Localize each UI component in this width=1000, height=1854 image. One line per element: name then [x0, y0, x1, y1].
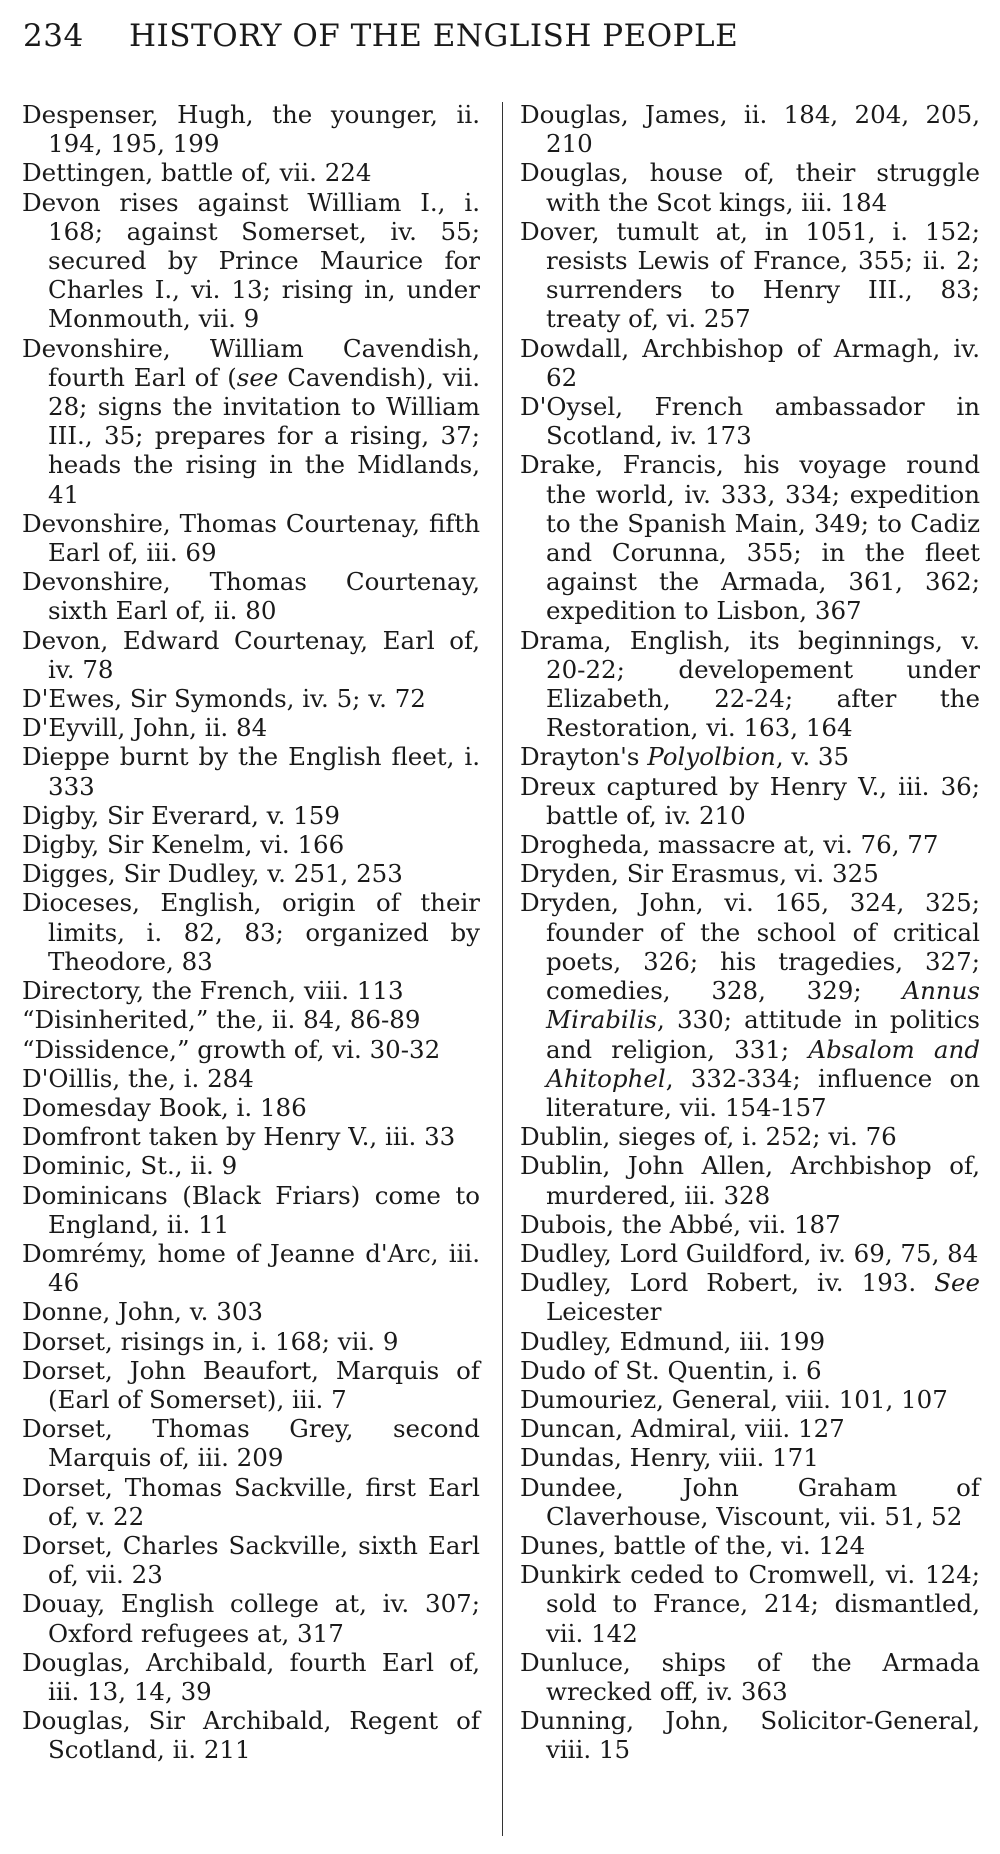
index-entry — [22, 567, 480, 625]
running-title: HISTORY OF THE ENGLISH PEOPLE — [129, 18, 739, 54]
entry-text: Dudo of St. Quentin, i. 6 — [520, 1355, 822, 1385]
index-entry — [22, 188, 480, 334]
index-entry — [22, 976, 480, 1005]
entry-text: Digges, Sir Dudley, v. 251, 253 — [22, 859, 403, 889]
entry-text: Douglas, James, ii. 184, 204, 205, 210 — [520, 100, 980, 159]
page-number: 234 — [23, 18, 84, 54]
index-entry — [22, 1356, 480, 1414]
index-entry — [520, 1122, 980, 1151]
entry-text: D'Oysel, French ambassador in Scotland, iv. 173 — [520, 392, 980, 451]
entry-text: Dominicans (Black Friars) come to England, ii. 11 — [22, 1180, 480, 1239]
entry-text: Drama, English, its beginnings, v. 20-22; developement under Elizabeth, 22-24; after the Restoration, vi. 163, 164 — [520, 625, 980, 743]
index-entry — [520, 742, 980, 771]
entry-text: Douglas, house of, their struggle with the Scot kings, iii. 184 — [520, 158, 980, 217]
index-entry — [22, 713, 480, 742]
entry-text: Dundas, Henry, viii. 171 — [520, 1443, 819, 1473]
entry-text: Dumouriez, General, viii. 101, 107 — [520, 1384, 948, 1414]
index-entry — [520, 1531, 980, 1560]
entry-text: Devonshire, Thomas Courtenay, fifth Earl of, iii. 69 — [22, 508, 480, 568]
entry-text: , v. 35 — [775, 742, 850, 772]
entry-text: Douglas, Archibald, fourth Earl of, iii. 13, 14, 39 — [22, 1647, 480, 1706]
entry-text: Dioceses, English, origin of their limits, i. 82, 83; organized by Theodore, 83 — [22, 888, 480, 976]
index-entry — [520, 1327, 980, 1356]
entry-text: Dorset, John Beaufort, Marquis of (Earl of Somerset), iii. 7 — [22, 1355, 480, 1414]
entry-text: Dunkirk ceded to Cromwell, vi. 124; sold to France, 214; dismantled, vii. 142 — [520, 1560, 980, 1648]
index-entry — [22, 1648, 480, 1706]
index-entry — [520, 1560, 980, 1648]
index-entry — [520, 450, 980, 625]
entry-text: Digby, Sir Kenelm, vi. 166 — [22, 830, 345, 860]
index-entry — [22, 334, 480, 509]
index-entry — [520, 830, 980, 859]
index-entry — [520, 1706, 980, 1764]
entry-text: Dundee, John Graham of Claverhouse, Viscount, vii. 51, 52 — [520, 1472, 980, 1531]
index-entry — [520, 158, 980, 216]
entry-text: Dunluce, ships of the Armada wrecked off, iv. 363 — [520, 1647, 980, 1706]
entry-text: Dryden, Sir Erasmus, vi. 325 — [520, 859, 879, 889]
entry-text: Dudley, Lord Guildford, iv. 69, 75, 84 — [520, 1238, 979, 1268]
index-entry — [22, 1589, 480, 1647]
entry-italic-text: Absalom and Ahitophel — [546, 1034, 981, 1093]
index-entry — [22, 1414, 480, 1472]
index-entry — [520, 1443, 980, 1472]
entry-text: Dublin, sieges of, i. 252; vi. 76 — [520, 1122, 897, 1152]
page-header — [23, 18, 963, 68]
index-column-left — [22, 100, 480, 1840]
entry-text: Duncan, Admiral, viii. 127 — [520, 1414, 845, 1444]
entry-text: Dominic, St., ii. 9 — [22, 1151, 238, 1181]
index-entry — [22, 888, 480, 976]
entry-text: “Disinherited,” the, ii. 84, 86-89 — [22, 1005, 421, 1035]
entry-text: D'Oillis, the, i. 284 — [22, 1063, 254, 1093]
entry-text: Dorset, risings in, i. 168; vii. 9 — [22, 1326, 399, 1356]
index-entry — [520, 1414, 980, 1443]
entry-text: D'Eyvill, John, ii. 84 — [22, 713, 268, 743]
entry-text: Dorset, Charles Sackville, sixth Earl of, vii. 23 — [22, 1530, 480, 1590]
entry-text: Devonshire, William Cavendish, fourth Earl of ( — [22, 333, 480, 392]
index-entry — [22, 1706, 480, 1764]
index-entry — [22, 1151, 480, 1180]
entry-text: Douay, English college at, iv. 307; Oxford refugees at, 317 — [22, 1589, 480, 1648]
entry-text: Dettingen, battle of, vii. 224 — [22, 158, 372, 188]
index-entry — [22, 1122, 480, 1151]
index-entry — [22, 1297, 480, 1326]
entry-italic-text: See — [934, 1268, 980, 1298]
entry-text: Directory, the French, viii. 113 — [22, 976, 404, 1006]
entry-text: Dubois, the Abbé, vii. 187 — [520, 1209, 841, 1239]
index-entry — [22, 742, 480, 800]
entry-text: Dryden, John, vi. 165, 324, 325; founder of the school of critical poets, 326; his tragedies, 327; comedies, 328, 329; — [520, 888, 980, 1006]
entry-text: Domfront taken by Henry V., iii. 33 — [22, 1122, 456, 1152]
index-entry — [520, 859, 980, 888]
index-entry — [520, 1385, 980, 1414]
entry-text: D'Ewes, Sir Symonds, iv. 5; v. 72 — [22, 684, 426, 714]
index-entry — [22, 1239, 480, 1297]
index-entry — [22, 1181, 480, 1239]
index-entry — [520, 888, 980, 1122]
index-entry — [22, 1327, 480, 1356]
entry-text: Dieppe burnt by the English fleet, i. 333 — [22, 742, 480, 801]
entry-text: Drogheda, massacre at, vi. 76, 77 — [520, 830, 939, 860]
index-entry — [520, 1239, 980, 1268]
index-entry — [22, 1473, 480, 1531]
entry-text: “Dissidence,” growth of, vi. 30-32 — [22, 1034, 441, 1064]
entry-text: Dudley, Edmund, iii. 199 — [520, 1326, 826, 1356]
entry-text: Dunning, John, Solicitor-General, viii. 15 — [520, 1706, 980, 1765]
index-entry — [520, 626, 980, 743]
entry-text: Dorset, Thomas Sackville, first Earl of, v. 22 — [22, 1472, 480, 1531]
index-entry — [520, 1151, 980, 1209]
entry-text: Despenser, Hugh, the younger, ii. 194, 195, 199 — [22, 100, 480, 159]
index-entry — [520, 1210, 980, 1239]
index-entry — [22, 1005, 480, 1034]
entry-italic-text: see — [236, 362, 279, 392]
index-entry — [22, 1093, 480, 1122]
entry-text: Devon, Edward Courtenay, Earl of, iv. 78 — [22, 625, 480, 684]
entry-text: Dover, tumult at, in 1051, i. 152; resists Lewis of France, 355; ii. 2; surrenders to Henry III., 83; treaty of, vi. 257 — [520, 216, 980, 334]
index-entry — [520, 392, 980, 450]
index-entry — [22, 626, 480, 684]
entry-text: Devonshire, Thomas Courtenay, sixth Earl of, ii. 80 — [22, 567, 480, 626]
index-entry — [520, 1648, 980, 1706]
index-entry — [22, 859, 480, 888]
entry-italic-text: Annus Mirabilis — [546, 976, 980, 1035]
index-entry — [22, 509, 480, 567]
index-entry — [520, 334, 980, 392]
index-entry — [22, 801, 480, 830]
index-entry — [520, 1356, 980, 1385]
index-entry — [22, 100, 480, 158]
entry-text: Leicester — [546, 1297, 662, 1327]
entry-text: Dublin, John Allen, Archbishop of, murdered, iii. 328 — [520, 1151, 980, 1210]
entry-italic-text: Polyolbion — [647, 742, 776, 772]
entry-text: , 332-334; influence on literature, vii. 154-157 — [546, 1063, 980, 1122]
column-divider — [502, 102, 503, 1836]
index-entry — [520, 1473, 980, 1531]
index-entry — [22, 1064, 480, 1093]
index-entry — [520, 100, 980, 158]
entry-text: Dowdall, Archbishop of Armagh, iv. 62 — [520, 333, 980, 392]
entry-text: Dreux captured by Henry V., iii. 36; battle of, iv. 210 — [520, 771, 980, 830]
entry-text: , 330; attitude in politics and religion, 331; — [546, 1005, 980, 1064]
entry-text: Drake, Francis, his voyage round the world, iv. 333, 334; expedition to the Spanish Main, 349; to Cadiz and Corunna, 355; in the fleet against the Armada, 361, 362; expedition to Lisbon, 367 — [520, 450, 980, 626]
entry-text: Digby, Sir Everard, v. 159 — [22, 800, 340, 830]
index-column-right — [520, 100, 980, 1840]
index-entry — [22, 830, 480, 859]
index-entry — [520, 217, 980, 334]
entry-text: Domrémy, home of Jeanne d'Arc, iii. 46 — [22, 1238, 480, 1298]
entry-text: Dunes, battle of the, vi. 124 — [520, 1530, 866, 1560]
index-entry — [520, 1268, 980, 1326]
entry-text: Donne, John, v. 303 — [22, 1297, 264, 1327]
entry-text: Douglas, Sir Archibald, Regent of Scotland, ii. 211 — [22, 1706, 480, 1765]
entry-text: Dudley, Lord Robert, iv. 193. — [520, 1268, 935, 1298]
entry-text: Cavendish), vii. 28; signs the invitation to William III., 35; prepares for a rising, 37; heads the rising in the Midlands, 41 — [48, 362, 480, 509]
entry-text: Domesday Book, i. 186 — [22, 1092, 307, 1122]
index-entry — [22, 1035, 480, 1064]
entry-text: Devon rises against William I., i. 168; against Somerset, iv. 55; secured by Prince Maurice for Charles I., vi. 13; rising in, under Monmouth, vii. 9 — [22, 187, 480, 334]
entry-text: Dorset, Thomas Grey, second Marquis of, iii. 209 — [22, 1414, 480, 1473]
index-entry — [22, 684, 480, 713]
index-entry — [22, 1531, 480, 1589]
index-entry — [22, 158, 480, 187]
index-entry — [520, 772, 980, 830]
entry-text: Drayton's — [520, 742, 648, 772]
